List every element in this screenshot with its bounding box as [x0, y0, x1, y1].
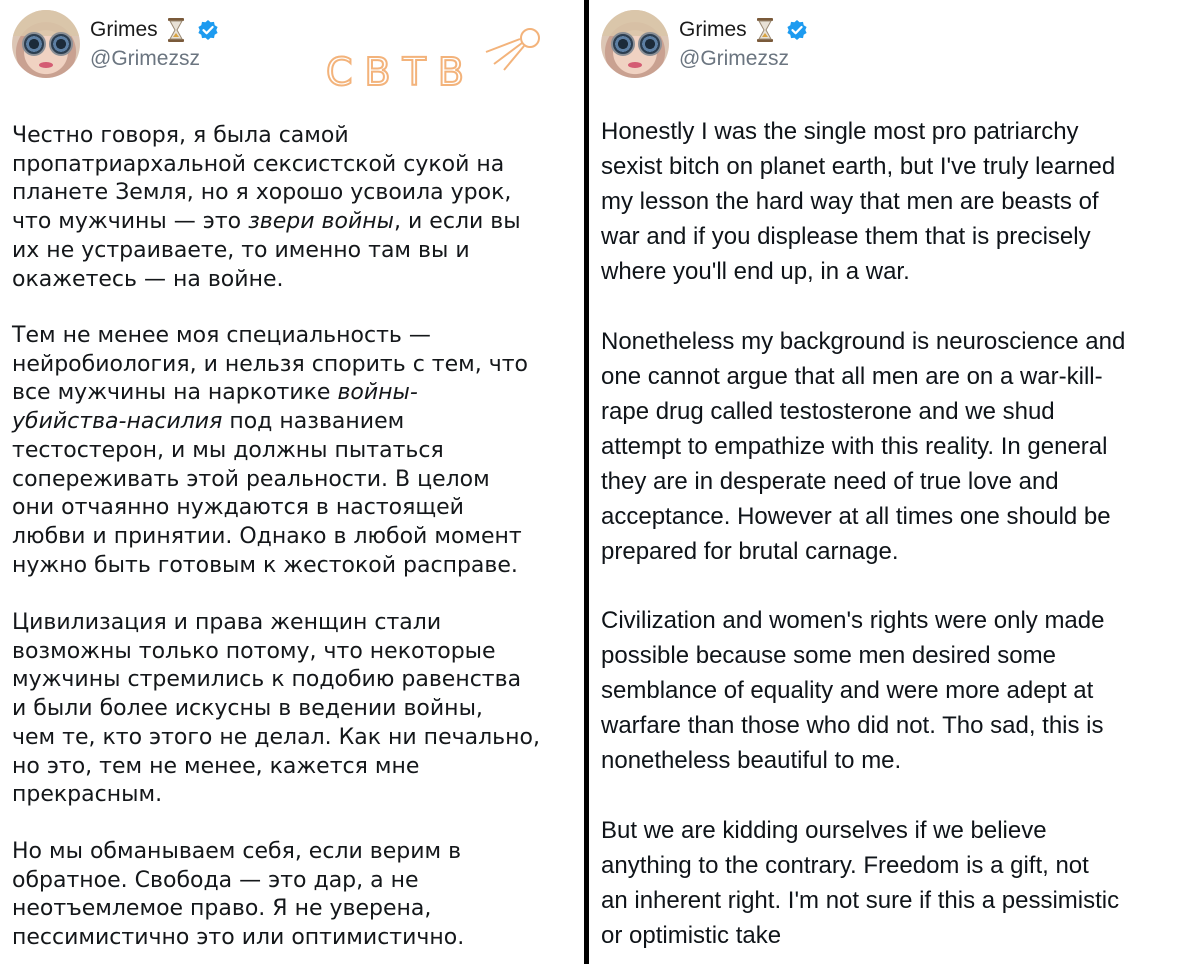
- verified-badge-icon: [197, 19, 219, 41]
- channel-watermark: [326, 24, 546, 94]
- avatar[interactable]: [601, 10, 669, 78]
- hourglass-icon: [755, 17, 775, 43]
- author-name[interactable]: Grimes: [679, 18, 747, 41]
- author-handle[interactable]: @Grimezsz: [679, 47, 789, 70]
- post-paragraph: Цивилизация и права женщин стали возможны только потому, что некоторые мужчины стремились к подобию равенства и были более искусны в ведении войны, чем те, кто этого не делал. Как ни печально, но это, тем не менее, кажется мне прекрасным.: [12, 610, 540, 808]
- author-handle[interactable]: @Grimezsz: [90, 47, 200, 70]
- hourglass-icon: [166, 17, 186, 43]
- right-post-original: [589, 0, 1179, 964]
- post-paragraph: Но мы обманываем себя, если верим в обратное. Свобода — это дар, а не неотъемлемое право. Я не уверена, пессимистично это или оптимистично.: [12, 839, 465, 951]
- post-paragraph: Тем не менее моя специальность — нейробиология, и нельзя спорить с тем, что все мужчины на наркотике войны- убийства-насилия под названием тестостерон, и мы должны пытаться сопереживать этой реальности. В целом они отчаянно нуждаются в настоящей любви и принятии. Однако в любой момент нужно быть готовым к жестокой расправе.: [12, 323, 529, 578]
- post-paragraph: Честно говоря, я была самой пропатриархальной сексистской сукой на планете Земля, но я хорошо усвоила урок, что мужчины — это звери войны, и если вы их не устраиваете, то именно там вы и окажетесь — на войне.: [12, 123, 521, 292]
- left-post-translated: [0, 0, 584, 964]
- verified-badge-icon: [786, 19, 808, 41]
- post-paragraph: Honestly I was the single most pro patriarchy sexist bitch on planet earth, but I've truly learned my lesson the hard way that men are beasts of war and if you displease them that is precisely where you'll end up, in a war.: [601, 118, 1116, 285]
- sputnik-icon: [476, 24, 546, 74]
- post-paragraph: Nonetheless my background is neuroscience and one cannot argue that all men are on a war-kill- rape drug called testosterone and we shud attempt to empathize with this reality. In general they are in desperate need of true love and acceptance. However at all times one should be prepared for brutal carnage.: [601, 328, 1126, 565]
- author-name[interactable]: Grimes: [90, 18, 158, 41]
- avatar[interactable]: [12, 10, 80, 78]
- watermark-text: CBTB: [326, 50, 476, 94]
- post-paragraph: But we are kidding ourselves if we believe anything to the contrary. Freedom is a gift, not an inherent right. I'm not sure if this a pessimistic or optimistic take: [601, 817, 1120, 949]
- post-paragraph: Civilization and women's rights were only made possible because some men desired some semblance of equality and were more adept at warfare than those who did not. Tho sad, this is nonetheless beautiful to me.: [601, 607, 1105, 774]
